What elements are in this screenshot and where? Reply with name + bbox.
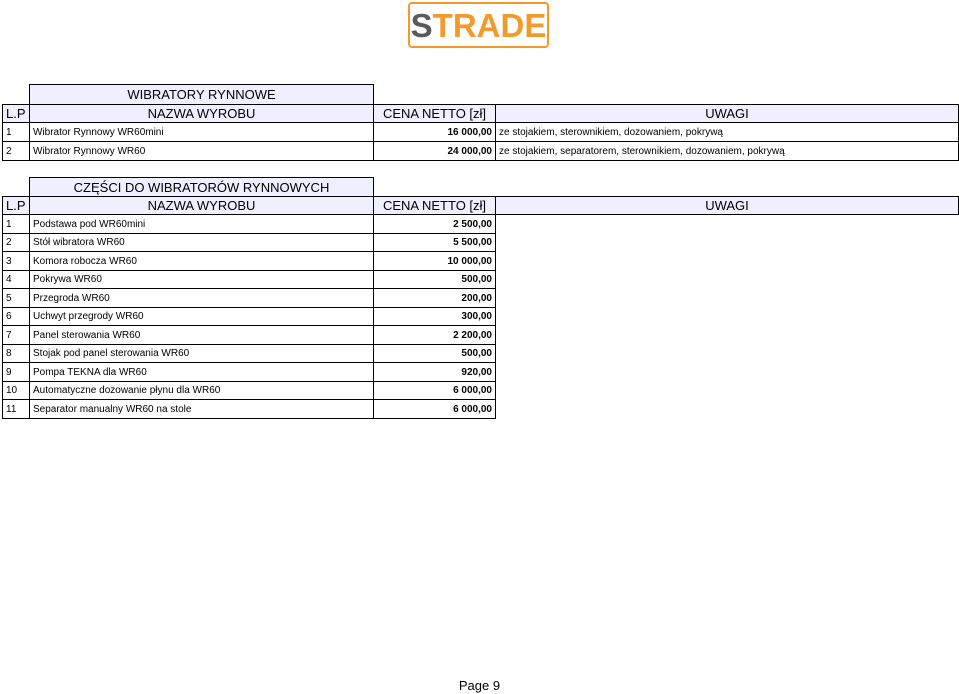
- header-price: CENA NETTO [zł]: [374, 105, 496, 123]
- cell-price: 6 000,00: [374, 382, 496, 400]
- cell-name: Stół wibratora WR60: [30, 234, 374, 252]
- table-row: [3, 123, 959, 142]
- cell-name: Automatyczne dozowanie płynu dla WR60: [30, 382, 374, 400]
- table-row: [3, 382, 959, 400]
- logo-rest: TRADE: [432, 6, 547, 44]
- table-row: [3, 215, 959, 234]
- cell-price: 500,00: [374, 345, 496, 363]
- cell-name: Wibrator Rynnowy WR60: [30, 142, 374, 161]
- cell-lp: 2: [3, 142, 30, 161]
- table-row: [3, 345, 959, 363]
- cell-name: Przegroda WR60: [30, 289, 374, 308]
- section-title: WIBRATORY RYNNOWE: [30, 85, 374, 105]
- cell-price: 16 000,00: [374, 123, 496, 142]
- cell-lp: 1: [3, 215, 30, 234]
- cell-name: Separator manualny WR60 na stole: [30, 400, 374, 419]
- header-lp: L.P: [3, 197, 30, 215]
- section-title-row: [3, 85, 959, 105]
- cell-name: Wibrator Rynnowy WR60mini: [30, 123, 374, 142]
- logo-text: [410, 6, 547, 44]
- cell-price: 24 000,00: [374, 142, 496, 161]
- table-row: [3, 289, 959, 308]
- cell-name: Stojak pod panel sterowania WR60: [30, 345, 374, 363]
- cell-name: Uchwyt przegrody WR60: [30, 308, 374, 326]
- table-row: [3, 400, 959, 419]
- cell-lp: 1: [3, 123, 30, 142]
- table-row: [3, 308, 959, 326]
- section-title-row: [3, 178, 959, 197]
- cell-price: 2 500,00: [374, 215, 496, 234]
- table-row: [3, 252, 959, 271]
- header-row: [3, 105, 959, 123]
- cell-price: 920,00: [374, 363, 496, 382]
- cell-lp: 7: [3, 326, 30, 345]
- parts-table: [2, 177, 959, 419]
- table-row: [3, 234, 959, 252]
- cell-lp: 11: [3, 400, 30, 419]
- table-row: [3, 142, 959, 161]
- cell-lp: 4: [3, 271, 30, 289]
- header-row: [3, 197, 959, 215]
- table-row: [3, 363, 959, 382]
- cell-lp: 10: [3, 382, 30, 400]
- cell-price: 2 200,00: [374, 326, 496, 345]
- cell-lp: 2: [3, 234, 30, 252]
- header-lp: L.P: [3, 105, 30, 123]
- header-notes: UWAGI: [496, 197, 959, 215]
- cell-lp: 3: [3, 252, 30, 271]
- cell-price: 10 000,00: [374, 252, 496, 271]
- cell-name: Komora robocza WR60: [30, 252, 374, 271]
- table-row: [3, 271, 959, 289]
- cell-price: 5 500,00: [374, 234, 496, 252]
- cell-notes: ze stojakiem, sterownikiem, dozowaniem, pokrywą: [496, 123, 959, 142]
- cell-name: Pokrywa WR60: [30, 271, 374, 289]
- cell-name: Pompa TEKNA dla WR60: [30, 363, 374, 382]
- logo-first-letter: S: [410, 6, 433, 44]
- strade-logo: [408, 2, 549, 48]
- header-name: NAZWA WYROBU: [30, 105, 374, 123]
- cell-price: 300,00: [374, 308, 496, 326]
- cell-price: 500,00: [374, 271, 496, 289]
- cell-lp: 9: [3, 363, 30, 382]
- cell-lp: 5: [3, 289, 30, 308]
- header-name: NAZWA WYROBU: [30, 197, 374, 215]
- cell-lp: 8: [3, 345, 30, 363]
- cell-lp: 6: [3, 308, 30, 326]
- page-number: Page 9: [458, 678, 501, 693]
- section-title: CZĘŚCI DO WIBRATORÓW RYNNOWYCH: [30, 178, 374, 197]
- cell-notes: ze stojakiem, separatorem, sterownikiem, dozowaniem, pokrywą: [496, 142, 959, 161]
- cell-price: 200,00: [374, 289, 496, 308]
- cell-name: Podstawa pod WR60mini: [30, 215, 374, 234]
- table-row: [3, 326, 959, 345]
- cell-price: 6 000,00: [374, 400, 496, 419]
- vibrators-table: [2, 84, 959, 161]
- header-price: CENA NETTO [zł]: [374, 197, 496, 215]
- cell-name: Panel sterowania WR60: [30, 326, 374, 345]
- header-notes: UWAGI: [496, 105, 959, 123]
